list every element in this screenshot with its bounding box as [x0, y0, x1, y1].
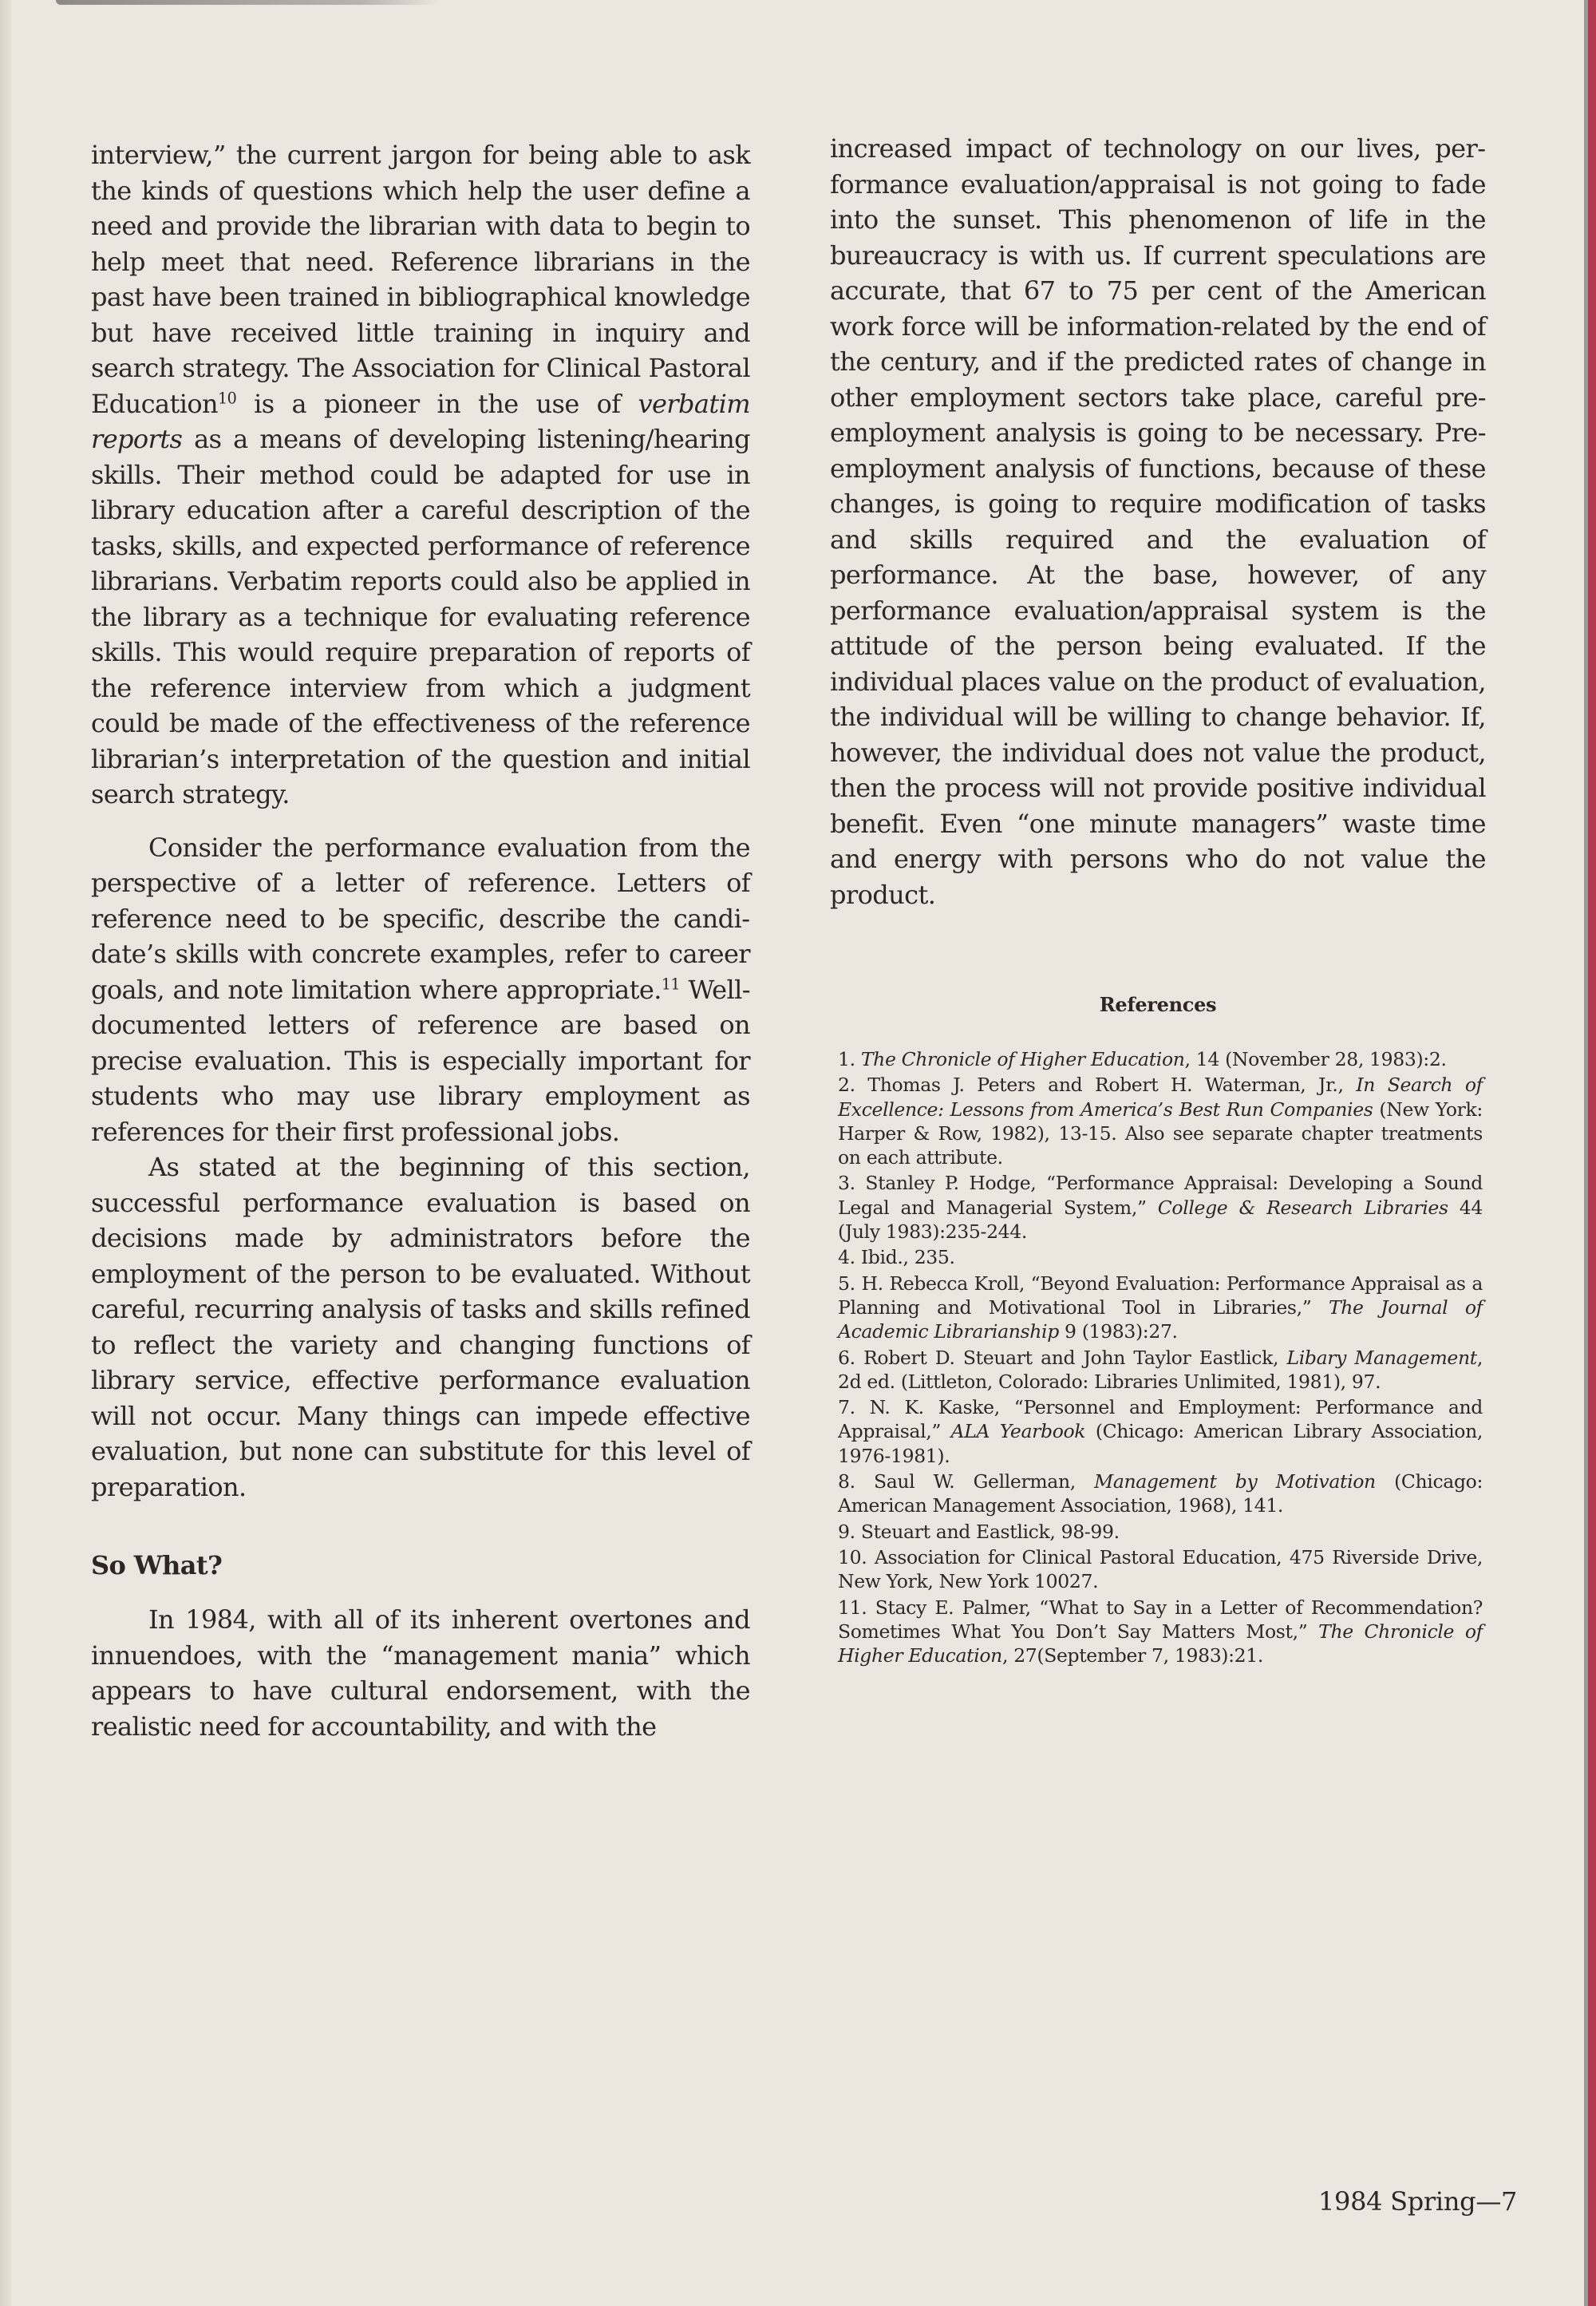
reference-item: 3. Stanley P. Hodge, “Performance Appraisal: Developing a Sound Legal and Managerial System,” College & Research Libraries 44 (July 1983):235-244.	[838, 1172, 1483, 1244]
left-paragraph-3: As stated at the beginning of this section, successful performance evaluation is based on decisions made by administrators before the employment of the person to be evaluated. Without careful, recurring analysis of tasks and skills refined to reflect the variety and changing functions of library service, effective performance evaluation will not occur. Many things can impede effective evaluation, but none can substitute for this level of preparation.	[91, 1152, 750, 1502]
cover-edge	[1588, 0, 1596, 2306]
footnote-ref-10: 10	[218, 388, 237, 407]
reference-item: 8. Saul W. Gellerman, Management by Motivation (Chicago: American Management Association, 1968), 141.	[838, 1470, 1483, 1517]
reference-item: 9. Steuart and Eastlick, 98-99.	[838, 1520, 1120, 1543]
reference-item: 10. Association for Clinical Pastoral Education, 475 Riverside Drive, New York, New York 10027.	[838, 1545, 1483, 1593]
page-gutter-shadow	[0, 0, 11, 2306]
left-paragraph-1	[91, 137, 750, 813]
reference-item: 1. The Chronicle of Higher Education, 14 (November 28, 1983):2.	[838, 1048, 1447, 1070]
references-list	[838, 1047, 1483, 1669]
footnote-ref-11: 11	[661, 974, 680, 993]
section-heading-so-what: So What?	[91, 1550, 223, 1580]
references-heading: References	[1099, 993, 1217, 1016]
left-paragraph-2	[91, 830, 750, 1150]
reference-item: 4. Ibid., 235.	[838, 1246, 955, 1269]
paragraph-gap	[91, 813, 750, 830]
page-footer-folio: 1984 Spring—7	[1318, 2186, 1518, 2217]
right-column	[830, 131, 1486, 912]
scan-top-shadow	[56, 0, 439, 5]
right-paragraph-1: increased impact of technology on our lives, performance evaluation/appraisal is not going to fade into the sunset. This phenomenon of life in the bureaucracy is with us. If current speculations are accurate, that 67 to 75 per cent of the American work force will be information-related by the end of the century, and if the predicted rates of change in other employment sectors take place, careful pre-employment analysis is going to be necessary. Pre-employment analysis of functions, because of these changes, is going to require modification of tasks and skills required and the evaluation of performance. At the base, however, of any performance evaluation/appraisal system is the attitude of the person being evaluated. If the individual places value on the product of evaluation, the individual will be willing to change behavior. If, however, the individual does not value the product, then the process will not provide positive individual benefit. Even “one minute managers” waste time and energy with persons who do not value the product.	[830, 133, 1486, 910]
left-paragraph-4: In 1984, with all of its inherent overtones and innuendoes, with the “management mania” which appears to have cultural endorsement, with the realistic need for accountability, and with the	[91, 1604, 750, 1742]
paragraph-text: interview,” the current jargon for being able to ask the kinds of questions which help the user define a need and provide the librarian with data to begin to help meet that need. Reference librarians in the past have been trained in bibliographical knowledge but have received little training in inquiry and search strategy. The Association for Clinical Pastoral Education	[91, 140, 750, 419]
reference-item: 11. Stacy E. Palmer, “What to Say in a Letter of Recommendation? Sometimes What You Don’t Say Matters Most,” The Chronicle of Higher Education, 27(September 7, 1983):21.	[838, 1596, 1483, 1667]
paragraph-text: Well-documented letters of reference are based on precise evaluation. This is especially important for students who may use library employment as references for their first professional jobs.	[91, 974, 750, 1147]
paragraph-text: as a means of developing listening/hearing skills. Their method could be adapted for use in library education after a careful description of the tasks, skills, and expected performance of reference librarians. Verbatim reports could also be applied in the library as a technique for evaluating reference skills. This would require preparation of reports of the reference interview from which a judgment could be made of the effectiveness of the reference librarian’s interpretation of the question and initial search strategy.	[91, 424, 750, 809]
paragraph-text: Consider the performance evaluation from the perspective of a letter of reference. Letters of reference need to be specific, describe the candidate’s skills with concrete examples, refer to career goals, and note limitation where appropriate.	[91, 832, 750, 1005]
reference-item: 5. H. Rebecca Kroll, “Beyond Evaluation: Performance Appraisal as a Planning and Motivational Tool in Libraries,” The Journal of Academic Librarianship 9 (1983):27.	[838, 1272, 1483, 1343]
emphasis-text: verbatim reports	[91, 388, 750, 454]
left-column	[91, 137, 750, 1744]
paragraph-text: is a pioneer in the use of	[236, 388, 638, 419]
reference-item: 6. Robert D. Steuart and John Taylor Eastlick, Libary Management, 2d ed. (Littleton, Colorado: Libraries Unlimited, 1981), 97.	[838, 1346, 1483, 1393]
reference-item: 7. N. K. Kaske, “Personnel and Employment: Performance and Appraisal,” ALA Yearbook (Chicago: American Library Association, 1976-1981).	[838, 1396, 1483, 1467]
reference-item: 2. Thomas J. Peters and Robert H. Waterman, Jr., In Search of Excellence: Lessons from America’s Best Run Companies (New York: Harper & Row, 1982), 13-15. Also see separate chapter treatments on each attribute.	[838, 1074, 1483, 1169]
